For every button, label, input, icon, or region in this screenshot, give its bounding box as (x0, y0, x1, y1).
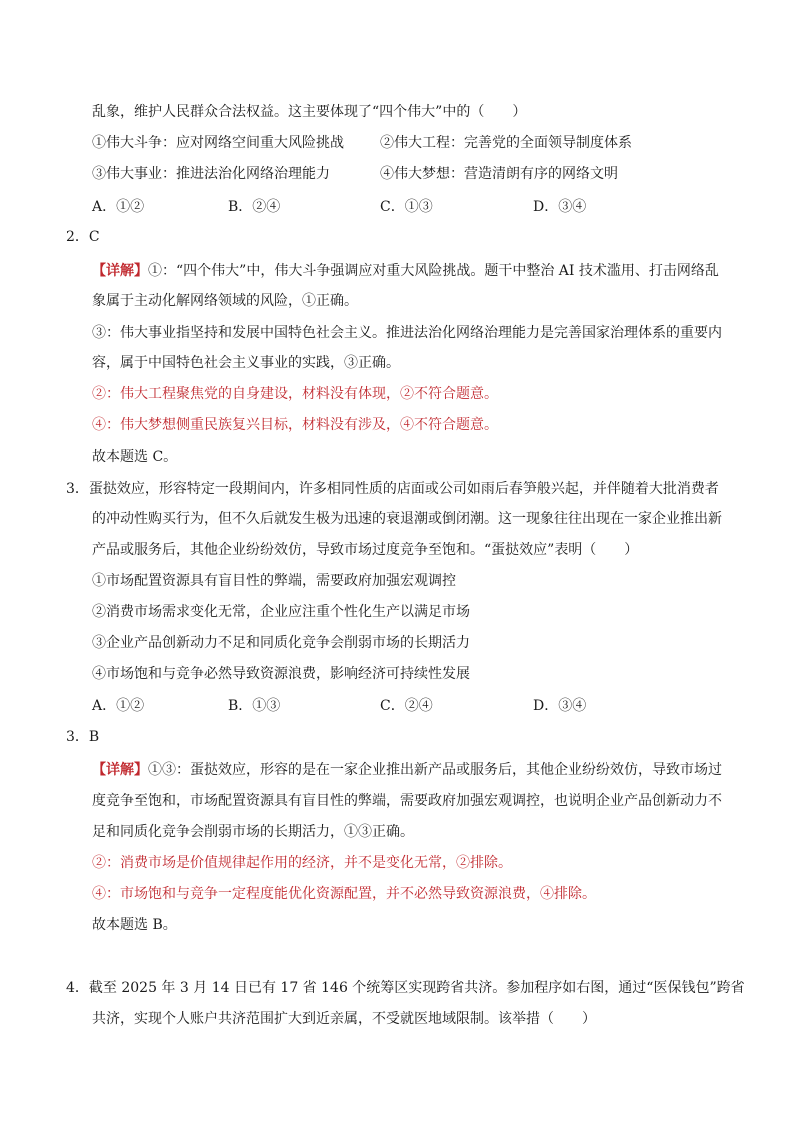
q1-stem-tail: 乱象，维护人民群众合法权益。这主要体现了“四个伟大”中的（ ） (92, 104, 527, 120)
answer-3-head: 3．B (66, 729, 100, 745)
q3-statement-3: ③企业产品创新动力不足和同质化竞争会削弱市场的长期活力 (92, 635, 470, 651)
q3-line-3: 产品或服务后，其他企业纷纷效仿，导致市场过度竞争至饱和。“蛋挞效应”表明（ ） (92, 542, 639, 558)
answer-2-head: 2．C (66, 229, 100, 245)
q3-line-1: 3．蛋挞效应，形容特定一段期间内，许多相同性质的店面或公司如雨后春笋般兴起，并伴随着大批消费者 (66, 481, 719, 497)
q3-statement-1: ①市场配置资源具有盲目性的弊端，需要政府加强宏观调控 (92, 573, 456, 589)
detail-tag: 【详解】 (92, 263, 148, 279)
answer-3-line-2: 度竞争至饱和，市场配置资源具有盲目性的弊端，需要政府加强宏观调控，也说明企业产品创新动力不 (92, 793, 722, 809)
answer-2-red-1: ②：伟大工程聚焦党的自身建设，材料没有体现，②不符合题意。 (92, 386, 498, 402)
answer-2-line-4: 容，属于中国特色社会主义事业的实践，③正确。 (92, 355, 400, 371)
answer-3-line-3: 足和同质化竞争会削弱市场的长期活力，①③正确。 (92, 824, 414, 840)
q3-statement-4: ④市场饱和与竞争必然导致资源浪费，影响经济可持续性发展 (92, 666, 470, 682)
q1-option-b: B．②④ (228, 199, 281, 215)
q3-option-a: A．①② (92, 698, 145, 714)
answer-2-line-3: ③：伟大事业指坚持和发展中国特色社会主义。推进法治化网络治理能力是完善国家治理体系的重要内 (92, 325, 722, 341)
q1-statement-4: ④伟大梦想：营造清朗有序的网络文明 (380, 166, 618, 182)
answer-3-red-2: ④：市场饱和与竞争一定程度能优化资源配置，并不必然导致资源浪费，④排除。 (92, 886, 596, 902)
q3-option-c: C．②④ (380, 698, 433, 714)
q1-option-d: D．③④ (533, 199, 587, 215)
q3-line-2: 的冲动性购买行为，但不久后就发生极为迅速的衰退潮或倒闭潮。这一现象往往出现在一家企业推出新 (92, 511, 722, 527)
q3-option-b: B．①③ (228, 698, 281, 714)
answer-3-red-1: ②：消费市场是价值规律起作用的经济，并不是变化无常，②排除。 (92, 855, 512, 871)
detail-tag: 【详解】 (92, 762, 148, 778)
answer-2-line-2: 象属于主动化解网络领域的风险，①正确。 (92, 293, 358, 309)
q1-option-c: C．①③ (380, 199, 433, 215)
answer-2-red-2: ④：伟大梦想侧重民族复兴目标，材料没有涉及，④不符合题意。 (92, 417, 498, 433)
answer-3-conclusion: 故本题选 B。 (92, 917, 177, 933)
answer-2-line-1: 【详解】①：“四个伟大”中，伟大斗争强调应对重大风险挑战。题干中整治 AI 技术滥用、打击网络乱 (92, 263, 719, 279)
answer-3-line-1: 【详解】①③：蛋挞效应，形容的是在一家企业推出新产品或服务后，其他企业纷纷效仿，导致市场过 (92, 762, 722, 778)
q4-line-2: 共济，实现个人账户共济范围扩大到近亲属，不受就医地域限制。该举措（ ） (92, 1011, 596, 1027)
q3-option-d: D．③④ (533, 698, 587, 714)
q1-statement-2: ②伟大工程：完善党的全面领导制度体系 (380, 135, 632, 151)
q1-statement-1: ①伟大斗争：应对网络空间重大风险挑战 (92, 135, 344, 151)
q3-statement-2: ②消费市场需求变化无常，企业应注重个性化生产以满足市场 (92, 604, 470, 620)
answer-2-conclusion: 故本题选 C。 (92, 449, 178, 465)
q1-option-a: A．①② (92, 199, 145, 215)
q4-line-1: 4．截至 2025 年 3 月 14 日已有 17 省 146 个统筹区实现跨省共济。参加程序如右图，通过“医保钱包”跨省 (66, 980, 745, 996)
q1-statement-3: ③伟大事业：推进法治化网络治理能力 (92, 166, 330, 182)
